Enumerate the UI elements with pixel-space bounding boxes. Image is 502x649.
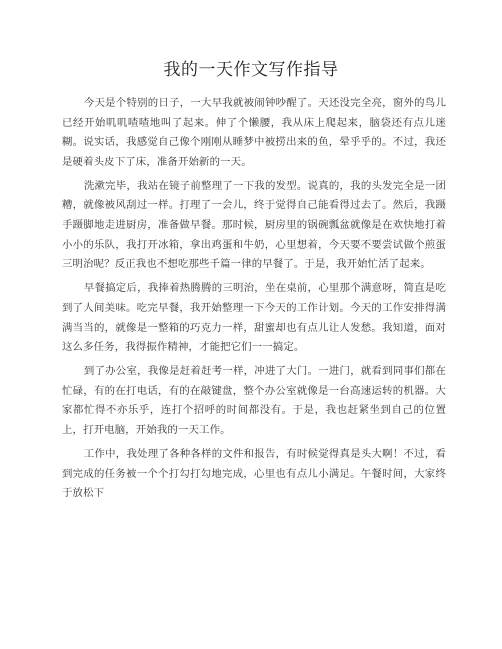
document-title: 我的一天作文写作指导 bbox=[163, 60, 339, 80]
paragraph: 工作中，我处理了各种各样的文件和报告，有时候觉得真是头大啊！不过，看到完成的任务被一个个打勾打勾地完成，心里也有点儿小满足。午餐时间，大家终于放松下 bbox=[62, 448, 446, 500]
paragraph: 今天是个特别的日子，一大早我就被闹钟吵醒了。天还没完全亮，窗外的鸟儿已经开始叽叽喳喳地叫了起来。伸了个懒腰，我从床上爬起来，脑袋还有点儿迷糊。说实话，我感觉自己像个刚刚从睡梦中被捞出来的鱼，晕乎乎的。不过，我还是硬着头皮下了床，准备开始新的一天。 bbox=[62, 97, 446, 168]
document-body bbox=[62, 94, 446, 508]
paragraph: 早餐搞定后，我捧着热腾腾的三明治，坐在桌前，心里那个满意呀，简直是吃到了人间美味。吃完早餐，我开始整理一下今天的工作计划。今天的工作安排得满满当当的，就像是一整箱的巧克力一样，甜蜜却也有点儿让人发愁。我知道，面对这么多任务，我得振作精神，才能把它们一一搞定。 bbox=[62, 282, 446, 354]
paragraph: 到了办公室，我像是赶着赶考一样，冲进了大门。一进门，就看到同事们都在忙碌，有的在打电话，有的在敲键盘，整个办公室就像是一台高速运转的机器。大家都忙得不亦乐乎，连打个招呼的时间都没有。于是，我也赶紧坐到自己的位置上，打开电脑，开始我的一天工作。 bbox=[62, 365, 446, 436]
paragraph: 洗漱完毕，我站在镜子前整理了一下我的发型。说真的，我的头发完全是一团糟，就像被风刮过一样。打理了一会儿，终于觉得自己能看得过去了。然后，我蹑手蹑脚地走进厨房，准备做早餐。那时候，厨房里的锅碗瓢盆就像是在欢快地打着小小的乐队，我打开冰箱，拿出鸡蛋和牛奶，心里想着，今天要不要尝试做个煎蛋三明治呢？反正我也不想吃那些千篇一律的早餐了。于是，我开始忙活了起来。 bbox=[62, 179, 446, 271]
